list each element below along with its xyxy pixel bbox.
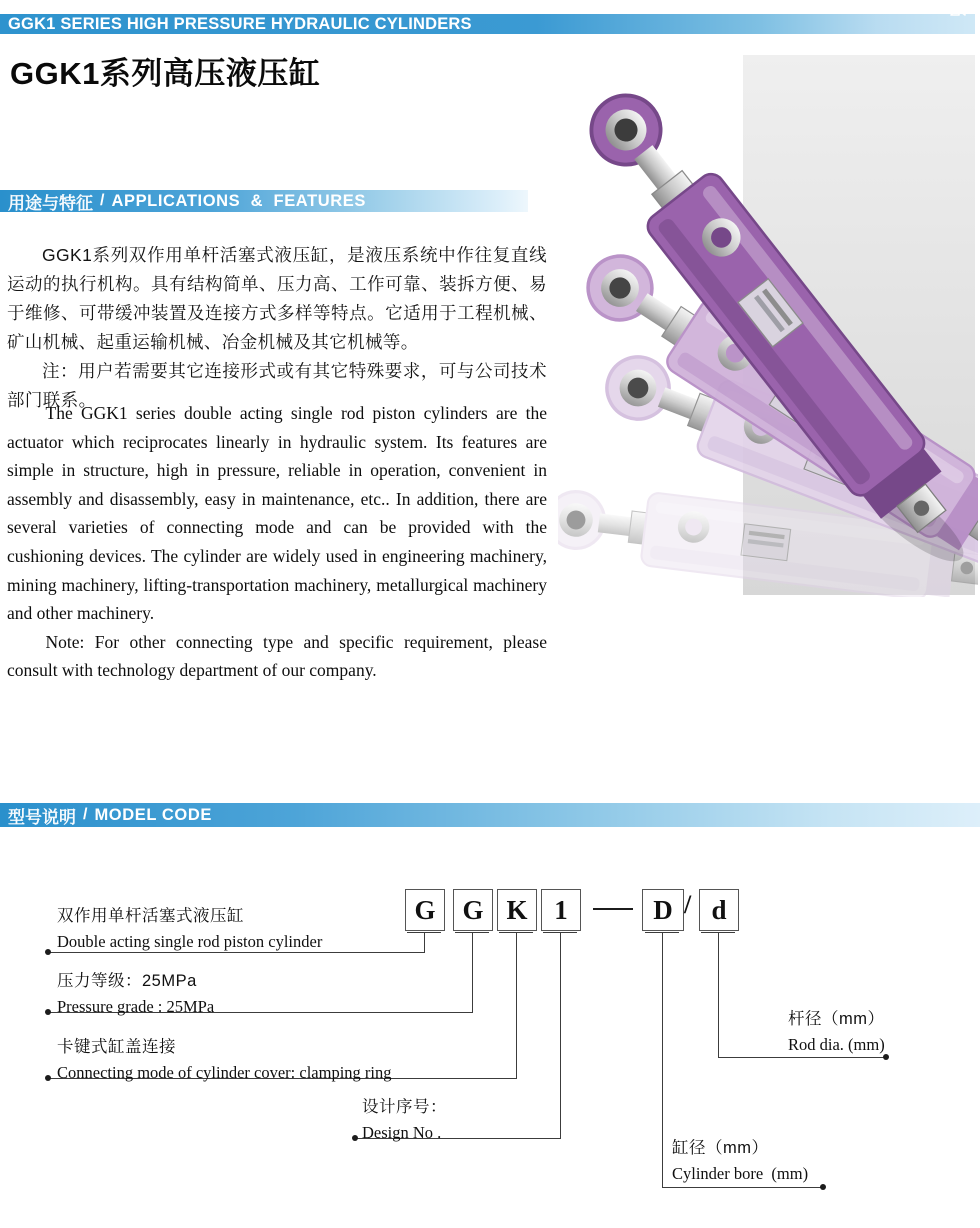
line-dot	[45, 1009, 51, 1015]
applications-header-zh: 用途与特征	[8, 193, 93, 213]
model-code-section-header	[0, 803, 980, 827]
connector-line	[662, 1187, 823, 1188]
connector-line	[48, 952, 425, 953]
label-design-no-en: Design No .	[362, 1123, 442, 1142]
connector-line	[662, 933, 663, 1187]
product-photo	[558, 52, 978, 597]
label-rod-dia	[788, 1005, 885, 1055]
label-cylinder-type-zh: 双作用单杆活塞式液压缸	[57, 907, 244, 925]
line-dot	[352, 1135, 358, 1141]
label-cylinder-bore-zh: 缸径（mm）	[672, 1139, 769, 1157]
line-dot	[820, 1184, 826, 1190]
chinese-description	[7, 241, 547, 414]
code-box-6: d	[699, 889, 739, 931]
english-description	[7, 399, 547, 685]
model-code-diagram	[0, 828, 980, 1228]
english-paragraph-2: Note: For other connecting type and specific requirement, please consult with technology department of our company.	[7, 631, 547, 681]
code-box-2: G	[453, 889, 493, 931]
dash-separator	[593, 908, 633, 910]
connector-line	[718, 1057, 886, 1058]
connector-line	[560, 933, 561, 1138]
model-code-header-zh: 型号说明	[8, 807, 76, 827]
model-code-header-separator: /	[83, 806, 88, 823]
label-connecting-mode-en: Connecting mode of cylinder cover: clamping ring	[57, 1063, 392, 1082]
page-title: GGK1系列高压液压缸	[10, 56, 321, 91]
label-pressure-grade-en: Pressure grade : 25MPa	[57, 997, 215, 1016]
label-connecting-mode	[57, 1033, 392, 1083]
label-pressure-grade-zh: 压力等级：25MPa	[57, 972, 197, 990]
model-code-header-en: MODEL CODE	[94, 805, 212, 824]
code-box-3: K	[497, 889, 537, 931]
applications-header-en: APPLICATIONS & FEATURES	[111, 191, 367, 210]
line-dot	[45, 949, 51, 955]
connector-line	[718, 933, 719, 1057]
chinese-paragraph-2: 注：用户若需要其它连接形式或有其它特殊要求，可与公司技术部门联系。	[7, 360, 547, 410]
banner-title: GGK1 SERIES HIGH PRESSURE HYDRAULIC CYLINDERS	[8, 14, 472, 33]
label-rod-dia-zh: 杆径（mm）	[788, 1010, 885, 1028]
label-cylinder-bore-en: Cylinder bore (mm)	[672, 1164, 809, 1183]
applications-header-separator: /	[100, 192, 105, 209]
label-design-no	[362, 1093, 447, 1143]
top-banner	[0, 14, 975, 34]
code-box-1: G	[405, 889, 445, 931]
english-paragraph-1: The GGK1 series double acting single rod piston cylinders are the actuator which reciprocates linearly in hydraulic system. Its features are simple in structure, high in pressure, reliable in operation, convenient in assembly and disassembly, easy in maintenance, etc.. In addition, there are several varieties of connecting mode and can be provided with the cushioning devices. The cylinder are widely used in engineering machinery, mining machinery, lifting-transportation machinery, metallurgical machinery and other machinery.	[7, 403, 547, 624]
label-rod-dia-en: Rod dia. (mm)	[788, 1035, 885, 1054]
label-pressure-grade	[57, 967, 214, 1017]
connector-line	[516, 933, 517, 1078]
code-box-4: 1	[541, 889, 581, 931]
connector-line	[472, 933, 473, 1012]
line-dot	[45, 1075, 51, 1081]
chinese-paragraph-1: GGK1系列双作用单杆活塞式液压缸，是液压系统中作往复直线运动的执行机构。具有结构简单、压力高、工作可靠、装拆方便、易于维修、可带缓冲装置及连接方式多样等特点。它适用于工程机械、矿山机械、起重运输机械、冶金机械及其它机械等。	[7, 245, 547, 352]
label-cylinder-type-en: Double acting single rod piston cylinder	[57, 932, 323, 951]
code-box-5: D	[642, 889, 684, 931]
applications-section-header	[0, 190, 528, 212]
slash-separator: /	[684, 890, 692, 919]
label-design-no-zh: 设计序号：	[362, 1098, 447, 1116]
label-connecting-mode-zh: 卡键式缸盖连接	[57, 1038, 176, 1056]
connector-line	[424, 933, 425, 952]
label-cylinder-bore	[672, 1134, 808, 1184]
forward-arrow-icon	[948, 2, 968, 18]
label-cylinder-type	[57, 902, 322, 952]
